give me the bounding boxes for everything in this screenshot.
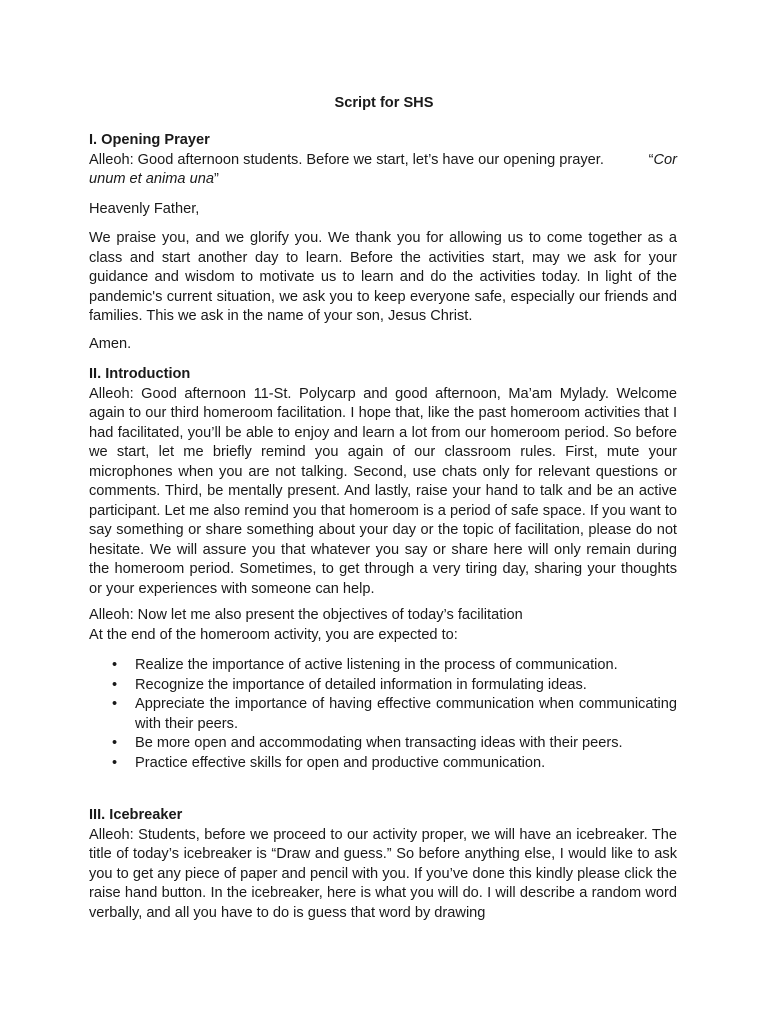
objective-item: • Be more open and accommodating when transacting ideas with their peers. [89,734,677,754]
objectives-intro-line-1: Alleoh: Now let me also present the objectives of today’s facilitation [89,607,523,623]
prayer-body-block [89,229,677,327]
amen-block [89,335,677,355]
objective-item: • Appreciate the importance of having effective communication when communicating with their peers. [89,695,677,734]
prayer-amen: Amen. [89,336,132,352]
opening-line [89,151,677,171]
opening-line-text: Alleoh: Good afternoon students. Before we start, let’s have our opening prayer. [89,151,604,168]
motto-continuation [89,170,677,190]
objectives-list-block [89,656,677,773]
section-introduction [89,365,677,599]
motto-italic: unum et anima una [89,171,214,187]
prayer-salutation: Heavenly Father, [89,201,200,217]
document-title: Script for SHS [334,95,434,111]
objectives-list [89,656,677,773]
section-opening-prayer [89,131,677,190]
objective-item: • Recognize the importance of detailed information in formulating ideas. [89,676,677,696]
prayer-body: We praise you, and we glorify you. We thank you for allowing us to come together as a class and start another day to learn. Before the activities start, may we ask for your guidance and wisdom to motivate us to learn and do the activities today. In light of the pandemic's current situation, we ask you to keep everyone safe, especially our friends and families. This we ask in the name of your son, Jesus Christ. [89,230,677,324]
objective-item: • Realize the importance of active listening in the process of communication. [89,656,677,676]
section-heading: I. Opening Prayer [89,132,210,148]
quote-mark: “ [648,151,654,168]
objectives-intro-block [89,606,677,645]
objective-item: • Practice effective skills for open and productive communication. [89,754,677,774]
quote-mark: ” [213,171,219,187]
introduction-paragraph: Alleoh: Good afternoon 11-St. Polycarp and good afternoon, Ma’am Mylady. Welcome again to our third homeroom facilitation. I hope that, like the past homeroom activities that I had facilitated, you’ll be able to enjoy and learn a lot from our homeroom period. So before we start, let me briefly remind you again of our classroom rules. First, mute your microphones when you are not talking. Second, use chats only for relevant questions or comments. Third, be mentally present. And lastly, raise your hand to talk and be an active participant. Let me also remind you that homeroom is a period of safe space. If you want to say something or share something about your day or the topic of facilitation, please do not hesitate. We will assure you that whatever you say or share here will only remain during the homeroom period. Sometimes, to get through a very tiring day, sharing your thoughts or your experiences with someone can help. [89,385,677,597]
motto-italic: Cor [653,151,677,168]
section-heading: III. Icebreaker [89,807,183,823]
section-heading: II. Introduction [89,366,191,382]
section-icebreaker [89,806,677,923]
prayer-salutation-block [89,200,677,220]
objectives-intro-line-2: At the end of the homeroom activity, you are expected to: [89,626,458,643]
motto-start [649,151,677,171]
icebreaker-paragraph: Alleoh: Students, before we proceed to our activity proper, we will have an icebreaker. The title of today’s icebreaker is “Draw and guess.” So before anything else, I would like to ask you to get any piece of paper and pencil with you. If you’ve done this kindly please click the raise hand button. In the icebreaker, here is what you will do. I will describe a random word verbally, and all you have to do is guess that word by drawing [89,826,677,921]
